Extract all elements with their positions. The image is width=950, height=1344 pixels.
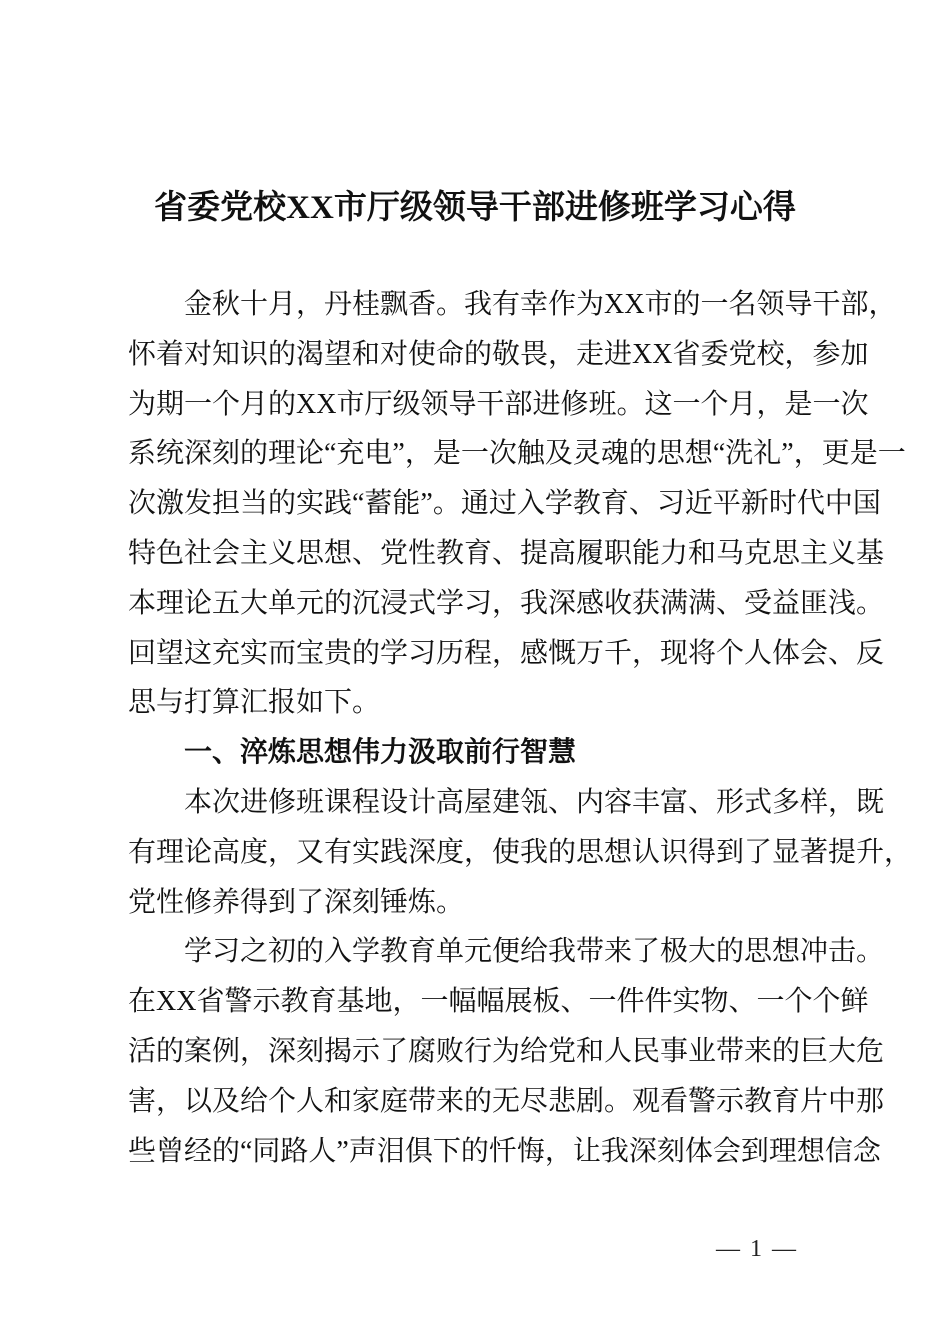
text-line: 系统深刻的理论“充电”，是一次触及灵魂的思想“洗礼”，更是一 bbox=[128, 438, 906, 470]
text-line: 学习之初的入学教育单元便给我带来了极大的思想冲击。 bbox=[184, 936, 885, 968]
document-body bbox=[128, 280, 913, 1176]
text-line: 在XX省警示教育基地，一幅幅展板、一件件实物、一个个鲜 bbox=[128, 986, 869, 1018]
document-title: 省委党校XX市厅级领导干部进修班学习心得 bbox=[154, 190, 796, 226]
text-line: 本次进修班课程设计高屋建瓴、内容丰富、形式多样，既 bbox=[184, 786, 885, 818]
text-line: 次激发担当的实践“蓄能”。通过入学教育、习近平新时代中国 bbox=[128, 488, 881, 520]
text-line: 害，以及给个人和家庭带来的无尽悲剧。观看警示教育片中那 bbox=[128, 1085, 885, 1117]
text-line: 本理论五大单元的沉浸式学习，我深感收获满满、受益匪浅。 bbox=[128, 587, 885, 619]
text-line: 活的案例，深刻揭示了腐败行为给党和人民事业带来的巨大危 bbox=[128, 1035, 885, 1067]
text-line: 金秋十月，丹桂飘香。我有幸作为XX市的一名领导干部， bbox=[184, 289, 897, 320]
text-line: 回望这充实而宝贵的学习历程，感慨万千，现将个人体会、反 bbox=[128, 637, 885, 669]
text-line: 党性修养得到了深刻锤炼。 bbox=[128, 886, 465, 918]
text-line: 为期一个月的XX市厅级领导干部进修班。这一个月，是一次 bbox=[128, 388, 869, 420]
text-line: 些曾经的“同路人”声泪俱下的忏悔，让我深刻体会到理想信念 bbox=[128, 1135, 881, 1167]
text-line: 有理论高度，又有实践深度，使我的思想认识得到了显著提升， bbox=[128, 836, 913, 868]
page-number: — 1 — bbox=[716, 1236, 798, 1262]
text-line: 怀着对知识的渴望和对使命的敬畏，走进XX省委党校，参加 bbox=[128, 338, 869, 370]
text-line: 特色社会主义思想、党性教育、提高履职能力和马克思主义基 bbox=[128, 537, 885, 569]
section-heading: 一、淬炼思想伟力汲取前行智慧 bbox=[184, 737, 577, 769]
text-line: 思与打算汇报如下。 bbox=[128, 687, 381, 719]
